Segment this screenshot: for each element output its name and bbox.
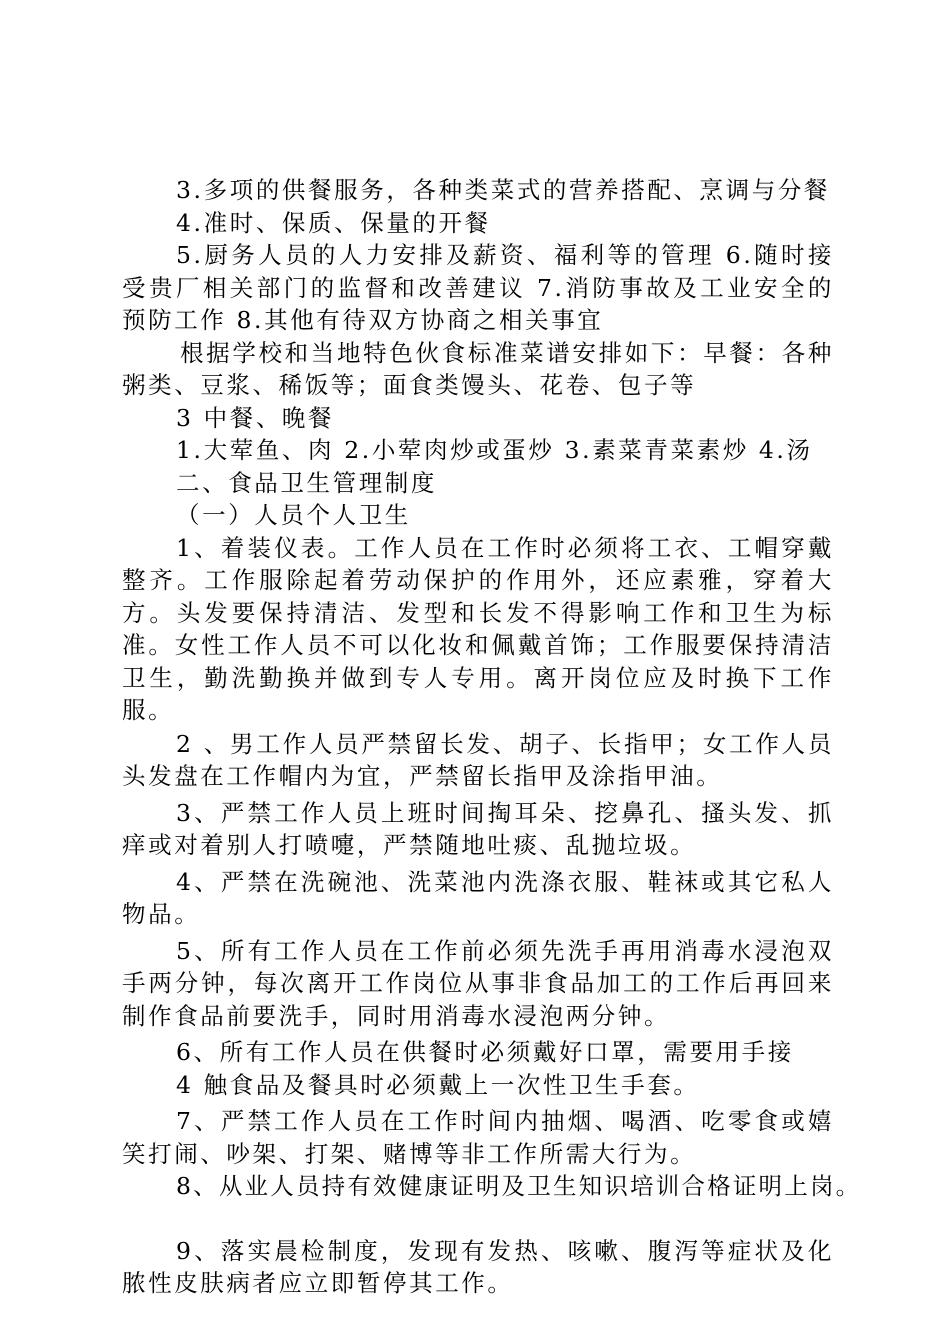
paragraph-rule-6: 6、所有工作人员在供餐时必须戴好口罩，需要用手接 (176, 1038, 794, 1066)
paragraph-service-items-5-8: 5.厨务人员的人力安排及薪资、福利等的管理 6.随时接受贵厂相关部门的监督和改善建议 7.消防事故及工业安全的预防工作 8.其他有待双方协商之相关事宜 (122, 241, 834, 334)
section-heading-food-hygiene: 二、食品卫生管理制度 (176, 468, 437, 497)
paragraph-rule-4: 4、严禁在洗碗池、洗菜池内洗涤衣服、鞋袜或其它私人物品。 (122, 867, 834, 928)
paragraph-rule-1: 1、着装仪表。工作人员在工作时必须将工衣、工帽穿戴整齐。工作服除起着劳动保护的作用外，还应素雅，穿着大方。头发要保持清洁、发型和长发不得影响工作和卫生为标准。女性工作人员不可以化妆和佩戴首饰；工作服要保持清洁卫生，勤洗勤换并做到专人专用。离开岗位应及时换下工作服。 (122, 533, 834, 724)
paragraph-rule-2: 2 、男工作人员严禁留长发、胡子、长指甲；女工作人员头发盘在工作帽内为宜，严禁留长指甲及涂指甲油。 (122, 729, 834, 790)
paragraph-service-item-3: 3.多项的供餐服务，各种类菜式的营养搭配、烹调与分餐 (176, 176, 831, 204)
paragraph-rule-6-continued: 4 触食品及餐具时必须戴上一次性卫生手套。 (176, 1070, 700, 1099)
paragraph-menu-breakfast: 根据学校和当地特色伙食标准菜谱安排如下：早餐：各种粥类、豆浆、稀饭等；面食类馒头、花卷、包子等 (122, 338, 834, 399)
document-body (122, 174, 862, 1300)
subsection-heading-personal-hygiene: （一）人员个人卫生 (176, 501, 411, 529)
paragraph-rule-7: 7、严禁工作人员在工作时间内抽烟、喝酒、吃零食或嬉笑打闹、吵架、打架、赌博等非工作所需大行为。 (122, 1107, 834, 1168)
paragraph-dish-list: 1.大荤鱼、肉 2.小荤肉炒或蛋炒 3.素菜青菜素炒 4.汤 (176, 436, 813, 464)
paragraph-rule-9: 9、落实晨检制度，发现有发热、咳嗽、腹泻等症状及化脓性皮肤病者应立即暂停其工作。 (122, 1236, 834, 1297)
paragraph-service-item-4: 4.准时、保质、保量的开餐 (176, 208, 491, 237)
paragraph-lunch-dinner: 3 中餐、晚餐 (176, 403, 335, 432)
paragraph-rule-8: 8、从业人员持有效健康证明及卫生知识培训合格证明上岗。 (176, 1172, 862, 1200)
paragraph-rule-5: 5、所有工作人员在工作前必须先洗手再用消毒水浸泡双手两分钟，每次离开工作岗位从事非食品加工的工作后再回来制作食品前要洗手，同时用消毒水浸泡两分钟。 (122, 936, 834, 1030)
paragraph-rule-3: 3、严禁工作人员上班时间掏耳朵、挖鼻孔、搔头发、抓痒或对着别人打喷嚏，严禁随地吐痰、乱抛垃圾。 (122, 798, 834, 859)
